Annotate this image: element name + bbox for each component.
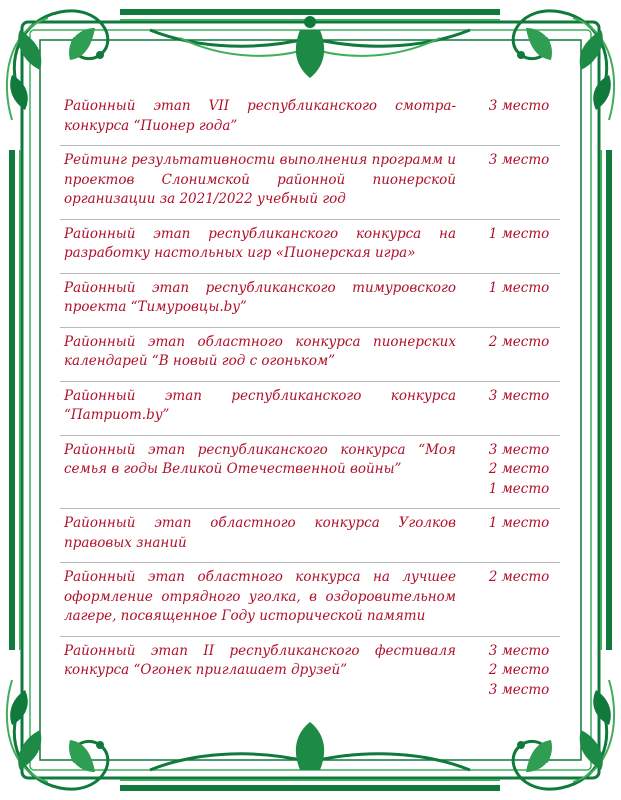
- place-value: 1 место: [488, 225, 550, 242]
- place-value: 3 место: [488, 98, 550, 114]
- place-value: 1 место: [488, 279, 550, 296]
- event-name: Районный этап областного конкурса Уголков правовых знаний: [60, 509, 470, 563]
- table-row: [60, 92, 560, 146]
- event-name: Районный этап областного конкурса на лучшее оформление отрядного уголка, в оздоровительном лагере, посвященное Году исторической памяти: [60, 563, 470, 637]
- event-name: Районный этап республиканского конкурса “Моя семья в годы Великой Отечественной войны”: [60, 435, 470, 509]
- results-table: [60, 92, 560, 709]
- table-row: [60, 381, 560, 435]
- place-cell: [470, 636, 560, 709]
- place-value: 2 место: [488, 662, 550, 678]
- event-name: Рейтинг результативности выполнения программ и проектов Слонимской районной пионерской организации за 2021/2022 учебный год: [60, 146, 470, 220]
- place-value: 1 место: [488, 515, 550, 531]
- event-name: Районный этап республиканского тимуровского проекта “Тимуровцы.by”: [60, 273, 470, 327]
- place-cell: [470, 327, 560, 381]
- table-row: [60, 435, 560, 509]
- table-row: [60, 327, 560, 381]
- place-value: 2 место: [488, 569, 550, 585]
- place-value: 3 место: [488, 387, 550, 404]
- place-cell: [470, 563, 560, 637]
- place-value: 3 место: [488, 152, 550, 168]
- place-value: 3 место: [488, 642, 550, 659]
- table-row: [60, 146, 560, 220]
- table-row: [60, 219, 560, 273]
- place-cell: [470, 219, 560, 273]
- place-value: 3 место: [488, 441, 550, 458]
- event-name: Районный этап республиканского конкурса на разработку настольных игр «Пионерская игра»: [60, 219, 470, 273]
- table-row: [60, 509, 560, 563]
- place-cell: [470, 273, 560, 327]
- place-cell: [470, 509, 560, 563]
- place-cell: [470, 435, 560, 509]
- place-value: 2 место: [488, 333, 550, 350]
- table-row: [60, 273, 560, 327]
- place-value: 1 место: [488, 480, 550, 497]
- place-value: 3 место: [488, 681, 550, 698]
- event-name: Районный этап VII республиканского смотра-конкурса “Пионер года”: [60, 92, 470, 146]
- place-value: 2 место: [488, 461, 550, 477]
- place-cell: [470, 146, 560, 220]
- table-row: [60, 563, 560, 637]
- event-name: Районный этап областного конкурса пионерских календарей “В новый год с огоньком”: [60, 327, 470, 381]
- event-name: Районный этап II республиканского фестиваля конкурса “Огонек приглашает друзей”: [64, 642, 456, 678]
- place-cell: [470, 381, 560, 435]
- table-row: [60, 636, 560, 709]
- event-name: Районный этап республиканского конкурса “Патриот.by”: [60, 381, 470, 435]
- place-cell: [470, 92, 560, 146]
